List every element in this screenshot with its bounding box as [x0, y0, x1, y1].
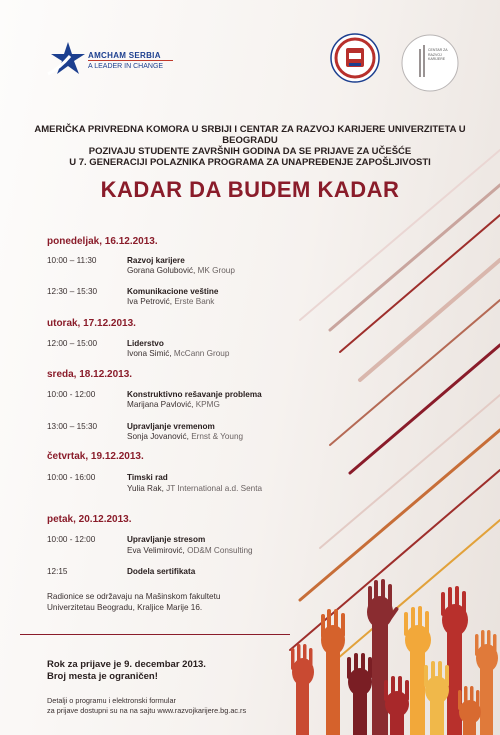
session-title: Liderstvo — [127, 339, 164, 348]
org-line-2: POZIVAJU STUDENTE ZAVRŠNIH GODINA DA SE PRIJAVE ZA UČEŠĆE — [88, 146, 412, 157]
session-time: 10:00 - 12:00 — [47, 535, 96, 544]
session-speaker-line — [127, 266, 235, 275]
amcham-name: AMCHAM SERBIA — [88, 51, 161, 60]
speaker-name: Marijana Pavlović, — [127, 400, 194, 409]
session-speaker-line — [127, 432, 243, 441]
page-title: KADAR DA BUDEM KADAR — [100, 177, 400, 202]
speaker-company: Ernst & Young — [191, 432, 244, 441]
speaker-name: Ivona Simić, — [127, 349, 172, 358]
career-center-text: CENTAR ZA RAZVOJ KARIJERE — [428, 48, 448, 61]
session-title: Upravljanje vremenom — [127, 422, 215, 431]
day-heading: ponedeljak, 16.12.2013. — [47, 236, 158, 247]
session-speaker-line — [127, 484, 262, 493]
speaker-name: Sonja Jovanović, — [127, 432, 189, 441]
day-heading: utorak, 17.12.2013. — [47, 318, 136, 329]
speaker-name: Yulia Rak, — [127, 484, 164, 493]
program-details — [47, 696, 307, 716]
day-heading: petak, 20.12.2013. — [47, 514, 132, 525]
session-time: 12:15 — [47, 567, 68, 576]
session-time: 10:00 - 12:00 — [47, 390, 96, 399]
details-line-2: za prijave dostupni su na na sajtu www.razvojkarijere.bg.ac.rs — [47, 706, 247, 715]
session-time: 10:00 - 16:00 — [47, 473, 96, 482]
session-title: Timski rad — [127, 473, 168, 482]
session-title: Dodela sertifikata — [127, 567, 196, 576]
session-title: Komunikacione veštine — [127, 287, 219, 296]
registration-deadline — [47, 659, 307, 683]
organizers-invitation — [20, 124, 480, 168]
session-title: Upravljanje stresom — [127, 535, 206, 544]
day-heading: četvrtak, 19.12.2013. — [47, 451, 144, 462]
speaker-company: MK Group — [197, 266, 235, 275]
session-speaker-line — [127, 349, 229, 358]
speaker-company: McCann Group — [173, 349, 230, 358]
section-divider — [20, 634, 290, 635]
session-time: 10:00 – 11:30 — [47, 256, 97, 265]
university-seal-icon — [330, 33, 380, 83]
speaker-company: KPMG — [195, 400, 220, 409]
session-speaker-line — [127, 400, 220, 409]
speaker-company: Erste Bank — [174, 297, 215, 306]
org-line-3: U 7. GENERACIJI POLAZNIKA PROGRAMA ZA UNAPREĐENJE ZAPOŠLJIVOSTI — [69, 157, 431, 168]
venue-line-1: Radionice se održavaju na Mašinskom fakultetu — [47, 592, 221, 601]
speaker-name: Eva Velimirović, — [127, 546, 185, 555]
session-speaker-line — [127, 546, 253, 555]
speaker-company: JT International a.d. Senta — [166, 484, 263, 493]
amcham-tagline: A LEADER IN CHANGE — [88, 63, 164, 70]
session-speaker-line — [127, 297, 214, 306]
session-title: Konstruktivno rešavanje problema — [127, 390, 262, 399]
session-time: 13:00 – 15:30 — [47, 422, 98, 431]
deadline-line-2: Broj mesta je ograničen! — [47, 671, 158, 682]
speaker-name: Gorana Golubović, — [127, 266, 196, 275]
session-title: Razvoj karijere — [127, 256, 185, 265]
deadline-line-1: Rok za prijave je 9. decembar 2013. — [47, 659, 206, 670]
amcham-rule — [88, 60, 173, 61]
details-line-1: Detalji o programu i elektronski formular — [47, 696, 176, 705]
venue-note — [47, 592, 287, 613]
session-time: 12:30 – 15:30 — [47, 287, 98, 296]
raised-hands-illustration — [291, 579, 498, 735]
venue-line-2: Univerzitetau Beogradu, Kraljice Marije 16. — [47, 602, 203, 612]
career-center-logo-icon — [400, 33, 460, 93]
speaker-company: OD&M Consulting — [187, 546, 253, 555]
org-line-1: AMERIČKA PRIVREDNA KOMORA U SRBIJI I CENTAR ZA RAZVOJ KARIJERE UNIVERZITETA U BEOGRADU — [34, 124, 466, 146]
session-time: 12:00 – 15:00 — [47, 339, 98, 348]
speaker-name: Iva Petrović, — [127, 297, 173, 306]
day-heading: sreda, 18.12.2013. — [47, 369, 133, 380]
amcham-star-icon — [46, 40, 86, 80]
